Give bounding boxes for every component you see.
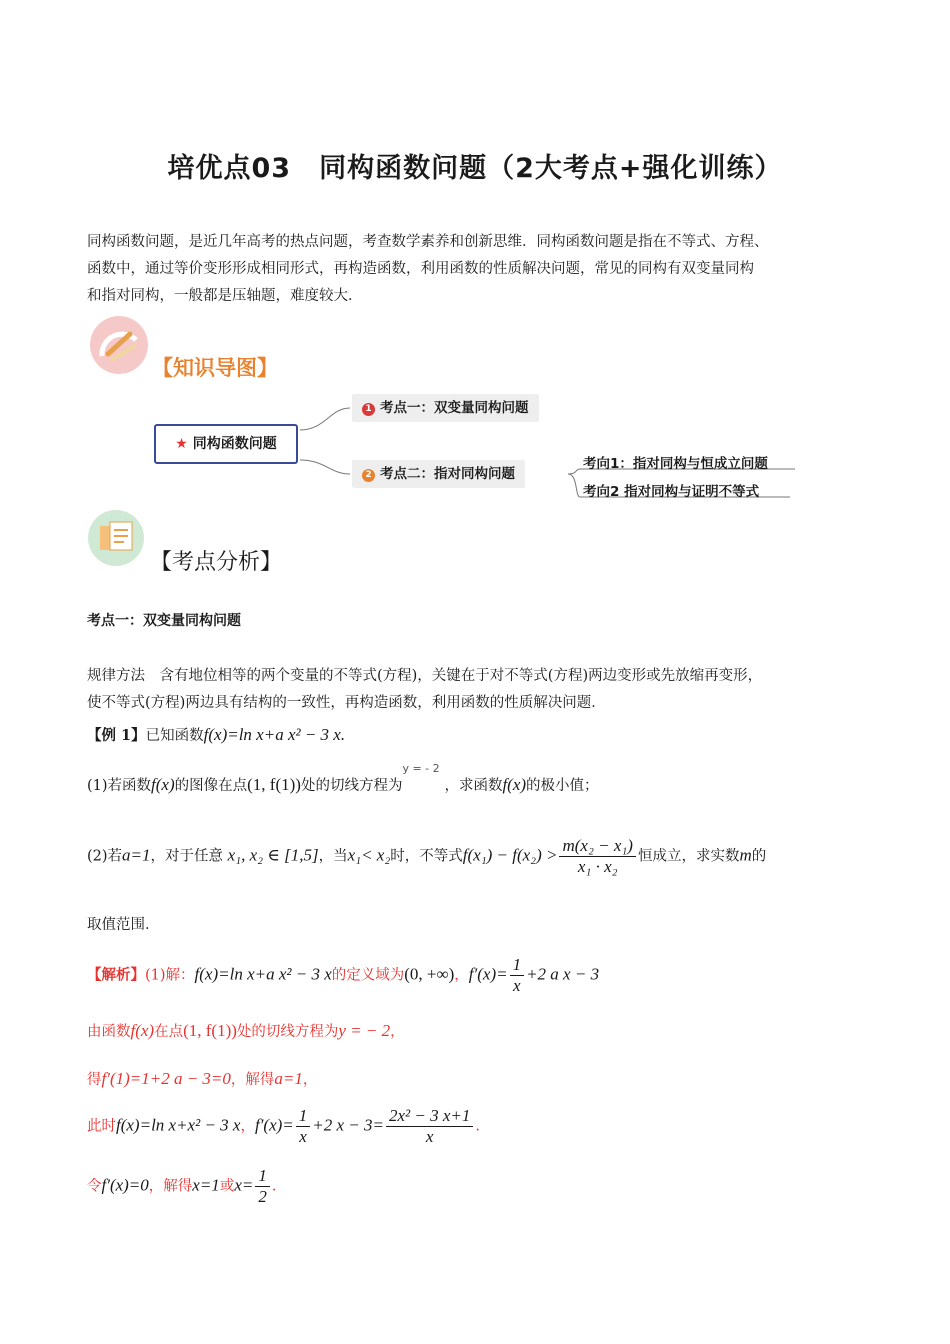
frac-num: 1 (296, 1106, 311, 1127)
solution-fraction (255, 1166, 270, 1207)
solution-text: . (271, 1178, 277, 1195)
mindmap-node-2 (352, 460, 525, 488)
solution-text: ，解得 (148, 1178, 193, 1195)
q1-text: ，求函数 (444, 778, 503, 794)
solution-text: ， (240, 1118, 255, 1135)
solution-text: ， (302, 1072, 318, 1088)
method-line: 规律方法 含有地位相等的两个变量的不等式(方程)，关键在于对不等式(方程)两边变形或先放缩再变形， (87, 668, 763, 684)
solution-equation: y = − 2 (338, 1021, 391, 1040)
frac-den: x (299, 1127, 307, 1146)
q2-text: (2)若 (87, 848, 123, 865)
q1-point: (1, f(1)) (247, 775, 301, 794)
q2-text: 的 (751, 848, 767, 865)
solution-line-5 (87, 1166, 276, 1207)
solution-derivative: f′(x)= (468, 964, 508, 984)
solution-text: 在点 (154, 1024, 184, 1040)
q2-vars: x₁, x₂ ∈ [1,5] (227, 845, 319, 865)
mindmap-node-2-label: 考点二：指对同构问题 (380, 466, 515, 482)
mindmap-node-1-label: 考点一：双变量同构问题 (380, 400, 529, 416)
question-1 (87, 762, 599, 795)
q1-tangent: y = - 2 (402, 762, 440, 775)
knowledge-map-header: 【知识导图】 (152, 356, 278, 380)
solution-text: 的定义域为 (331, 967, 405, 984)
question-2-line2: 取值范围． (87, 917, 160, 933)
protractor-icon (90, 316, 148, 374)
solution-text: 或 (219, 1178, 235, 1195)
solution-line-3 (87, 1068, 317, 1089)
q1-tangent-wrap (402, 762, 444, 794)
example-formula: f(x)=ln x+a x² − 3 x. (203, 725, 346, 744)
solution-point: (1, f(1)) (183, 1021, 237, 1040)
intro-line: 函数中，通过等价变形形成相同形式，再构造函数，利用函数的性质解决问题，常见的同构有双变量同构 (87, 261, 754, 277)
analysis-header: 【考点分析】 (150, 550, 283, 575)
solution-derivative: +2 x − 3= (312, 1115, 384, 1135)
mindmap-root (154, 424, 298, 464)
q1-text: 的极小值； (526, 778, 599, 794)
q2-cond: x₁< x₂ (347, 845, 391, 865)
frac-num: 2x² − 3 x+1 (386, 1106, 473, 1127)
solution-text: 由函数 (87, 1024, 131, 1040)
frac-den: x (425, 1127, 434, 1146)
number-badge-1: 1 (362, 403, 375, 416)
solution-line-4 (87, 1106, 480, 1147)
solution-text: ， (390, 1024, 405, 1040)
solution-equation: f′(x)=0 (101, 1175, 149, 1195)
q2-text: 恒成立，求实数 (637, 848, 740, 865)
example-label: 【例 1】 (87, 727, 146, 744)
intro-line: 同构函数问题，是近几年高考的热点问题，考查数学素养和创新思维．同构函数问题是指在不等式、方程、 (87, 234, 769, 250)
documents-icon (88, 510, 144, 566)
intro-paragraph (87, 229, 877, 310)
solution-derivative: f′(x)= (254, 1115, 294, 1135)
q1-function: f(x) (151, 775, 175, 794)
solution-line-1 (87, 955, 599, 996)
q2-text: 时，不等式 (390, 848, 463, 865)
mindmap-leaf-1: 考向1：指对同构与恒成立问题 (583, 456, 768, 472)
solution-function: f(x)=ln x+x² − 3 x (116, 1115, 241, 1135)
solution-text: (1)解： (145, 967, 195, 984)
q1-text: 的图像在点 (174, 778, 248, 794)
intro-line: 和指对同构，一般都是压轴题，难度较大． (87, 288, 363, 304)
q2-m: m (739, 845, 752, 865)
q2-frac-den: x₁ · x₂ (577, 857, 618, 876)
solution-derivative: +2 a x − 3 (526, 964, 600, 984)
mindmap-root-label: 同构函数问题 (192, 436, 277, 452)
mindmap-node-1 (352, 394, 539, 422)
solution-text: 令 (87, 1178, 102, 1195)
solution-fraction (296, 1106, 311, 1147)
solution-formula: f(x)=ln x+a x² − 3 x (194, 964, 332, 984)
solution-result: a=1 (274, 1069, 303, 1088)
frac-den: x (513, 976, 521, 995)
frac-num: 1 (255, 1166, 270, 1187)
solution-text: ， (454, 967, 469, 984)
solution-function: f(x) (130, 1021, 155, 1040)
star-icon: ★ (175, 436, 188, 452)
method-line: 使不等式(方程)两边具有结构的一致性，再构造函数，利用函数的性质解决问题． (87, 695, 606, 711)
question-2 (87, 836, 766, 877)
q2-text: ，对于任意 (150, 848, 224, 865)
solution-equation: f′(1)=1+2 a − 3=0 (101, 1069, 231, 1088)
q2-frac-num: m(x₂ − x₁) (559, 836, 635, 857)
solution-root: x= (234, 1175, 254, 1195)
method-paragraph (87, 663, 877, 717)
example-stem (87, 724, 345, 745)
solution-text: 此时 (87, 1118, 116, 1135)
q1-function: f(x) (502, 775, 527, 794)
solution-root: x=1 (192, 1175, 220, 1195)
mindmap-leaf-2: 考向2 指对同构与证明不等式 (583, 484, 760, 500)
solution-domain: (0, +∞) (404, 964, 455, 984)
solution-fraction (510, 955, 525, 996)
solution-line-2 (87, 1020, 405, 1041)
solution-text: . (475, 1118, 480, 1135)
q1-text: (1)若函数 (87, 778, 152, 794)
q2-a: a=1 (122, 845, 151, 865)
number-badge-2: 2 (362, 469, 375, 482)
frac-den: 2 (258, 1187, 267, 1206)
q2-fraction (559, 836, 635, 877)
solution-label: 【解析】 (87, 966, 145, 984)
q2-inequality: f(x₁) − f(x₂) > (462, 845, 558, 865)
solution-text: 处的切线方程为 (236, 1024, 339, 1040)
q1-text: 处的切线方程为 (300, 778, 403, 794)
section-title: 考点一：双变量同构问题 (87, 613, 241, 629)
page-title: 培优点03 同构函数问题（2大考点+强化训练） (167, 153, 783, 184)
q2-text: ，当 (318, 848, 348, 865)
example-stem-text: 已知函数 (145, 728, 204, 744)
frac-num: 1 (510, 955, 525, 976)
solution-text: 得 (87, 1072, 102, 1088)
solution-fraction (386, 1106, 473, 1147)
solution-text: ，解得 (230, 1072, 275, 1088)
